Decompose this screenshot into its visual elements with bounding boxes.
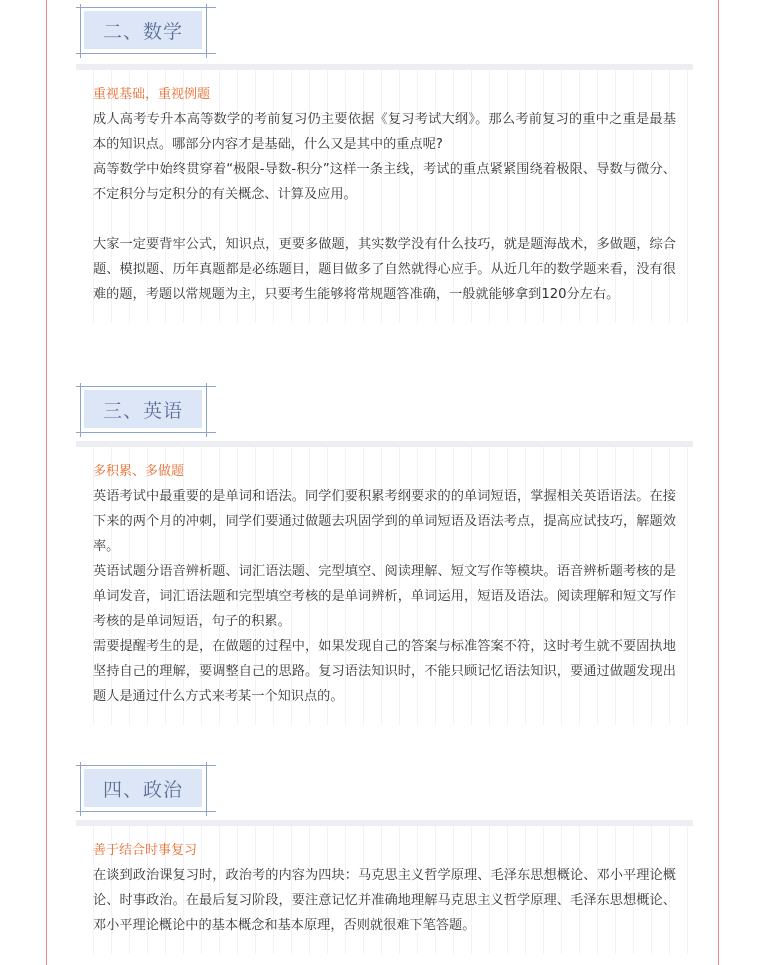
page-border-right — [718, 0, 719, 965]
section-heading-frame — [76, 4, 216, 58]
section-content — [76, 820, 693, 954]
section-heading-frame — [76, 762, 216, 816]
paragraph: 高等数学中始终贯穿着“极限-导数-积分”这样一条主线，考试的重点紧紧围绕着极限、导数与微分、不定积分与定积分的有关概念、计算及应用。 — [93, 162, 676, 202]
section-heading: 四、政治 — [84, 769, 202, 807]
section-content — [76, 64, 693, 323]
section-heading: 三、英语 — [84, 390, 202, 428]
section-subtitle: 重视基础，重视例题 — [93, 87, 211, 102]
section-english — [76, 383, 693, 725]
section-heading: 二、数学 — [84, 11, 202, 49]
section-content — [76, 441, 693, 725]
section-politics — [76, 762, 693, 954]
section-subtitle: 多积累、多做题 — [93, 464, 185, 479]
section-subtitle: 善于结合时事复习 — [93, 843, 198, 858]
section-heading-frame — [76, 383, 216, 437]
paragraph: 成人高考专升本高等数学的考前复习仍主要依据《复习考试大纲》。那么考前复习的重中之重是最基本的知识点。哪部分内容才是基础，什么又是其中的重点呢? — [93, 112, 676, 152]
paragraph: 大家一定要背牢公式，知识点，更要多做题，其实数学没有什么技巧，就是题海战术，多做题，综合题、模拟题、历年真题都是必练题目，题目做多了自然就得心应手。从近几年的数学题来看，没有很难的题，考题以常规题为主，只要考生能够将常规题答准确，一般就能够拿到120分左右。 — [93, 237, 676, 302]
section-math — [76, 4, 693, 323]
paragraph: 需要提醒考生的是，在做题的过程中，如果发现自己的答案与标准答案不符，这时考生就不要固执地坚持自己的理解，要调整自己的思路。复习语法知识时，不能只顾记忆语法知识，要通过做题发现出题人是通过什么方式来考某一个知识点的。 — [93, 639, 676, 704]
page-border-left — [46, 0, 47, 965]
paragraph: 英语试题分语音辨析题、词汇语法题、完型填空、阅读理解、短文写作等模块。语音辨析题考核的是单词发音，词汇语法题和完型填空考核的是单词辨析，单词运用，短语及语法。阅读理解和短文写作考核的是单词短语，句子的积累。 — [93, 564, 676, 629]
paragraph: 英语考试中最重要的是单词和语法。同学们要积累考纲要求的的单词短语，掌握相关英语语法。在接下来的两个月的冲刺，同学们要通过做题去巩固学到的单词短语及语法考点，提高应试技巧，解题效率。 — [93, 489, 676, 554]
paragraph: 在谈到政治课复习时，政治考的内容为四块：马克思主义哲学原理、毛泽东思想概论、邓小平理论概论、时事政治。在最后复习阶段，要注意记忆并准确地理解马克思主义哲学原理、毛泽东思想概论、邓小平理论概论中的基本概念和基本原理，否则就很难下笔答题。 — [93, 868, 676, 933]
